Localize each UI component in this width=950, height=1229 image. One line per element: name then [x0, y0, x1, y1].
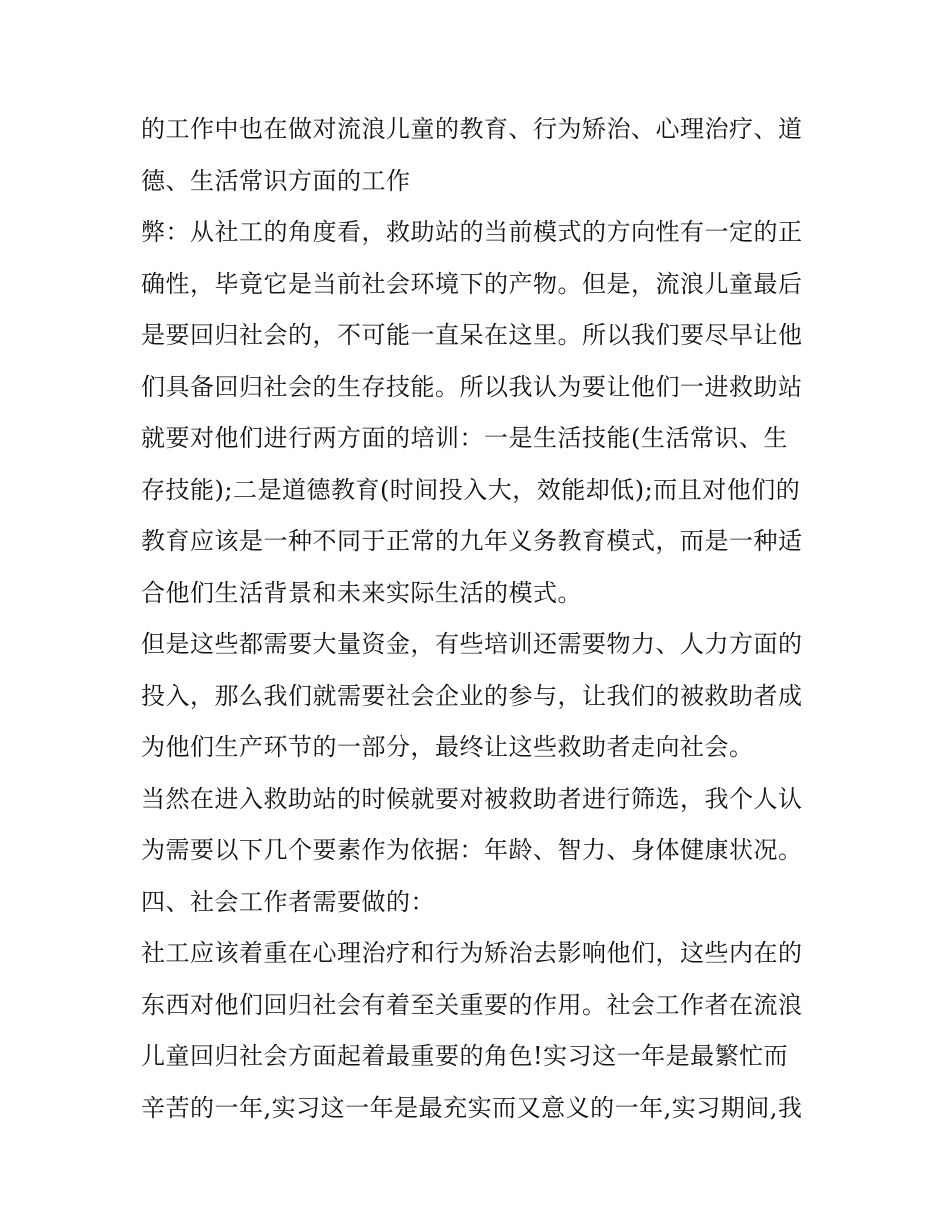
text-line-11: 但是这些都需要大量资金，有些培训还需要物力、人力方面的	[141, 630, 803, 658]
text-line-19: 儿童回归社会方面起着最重要的角色!实习这一年是最繁忙而	[141, 1042, 789, 1070]
text-line-10: 合他们生活背景和未来实际生活的模式。	[141, 578, 582, 607]
text-line-18: 东西对他们回归社会有着至关重要的作用。社会工作者在流浪	[141, 990, 803, 1019]
text-line-9: 教育应该是一种不同于正常的九年义务教育模式，而是一种适	[141, 527, 803, 555]
text-line-3: 弊：从社工的角度看，救助站的当前模式的方向性有一定的正	[141, 218, 803, 246]
text-line-1: 的工作中也在做对流浪儿童的教育、行为矫治、心理治疗、道	[141, 115, 803, 143]
text-line-5: 是要回归社会的，不可能一直呆在这里。所以我们要尽早让他	[141, 321, 803, 349]
text-line-14: 当然在进入救助站的时候就要对被救助者进行筛选，我个人认	[141, 784, 803, 813]
text-line-15: 为需要以下几个要素作为依据：年龄、智力、身体健康状况。	[141, 836, 803, 864]
document-body	[141, 104, 821, 1134]
text-line-7: 就要对他们进行两方面的培训：一是生活技能(生活常识、生	[141, 424, 788, 452]
text-line-20: 辛苦的一年,实习这一年是最充实而又意义的一年,实习期间,我	[141, 1093, 803, 1122]
text-line-6: 们具备回归社会的生存技能。所以我认为要让他们一进救助站	[141, 372, 803, 401]
text-line-16: 四、社会工作者需要做的：	[141, 887, 435, 916]
text-line-13: 为他们生产环节的一部分，最终让这些救助者走向社会。	[141, 733, 754, 761]
text-line-12: 投入，那么我们就需要社会企业的参与，让我们的被救助者成	[141, 681, 803, 710]
text-line-2: 德、生活常识方面的工作	[141, 166, 411, 195]
text-line-17: 社工应该着重在心理治疗和行为矫治去影响他们，这些内在的	[141, 939, 803, 967]
text-line-8: 存技能);二是道德教育(时间投入大，效能却低);而且对他们的	[141, 475, 801, 504]
text-line-4: 确性，毕竟它是当前社会环境下的产物。但是，流浪儿童最后	[141, 269, 803, 298]
